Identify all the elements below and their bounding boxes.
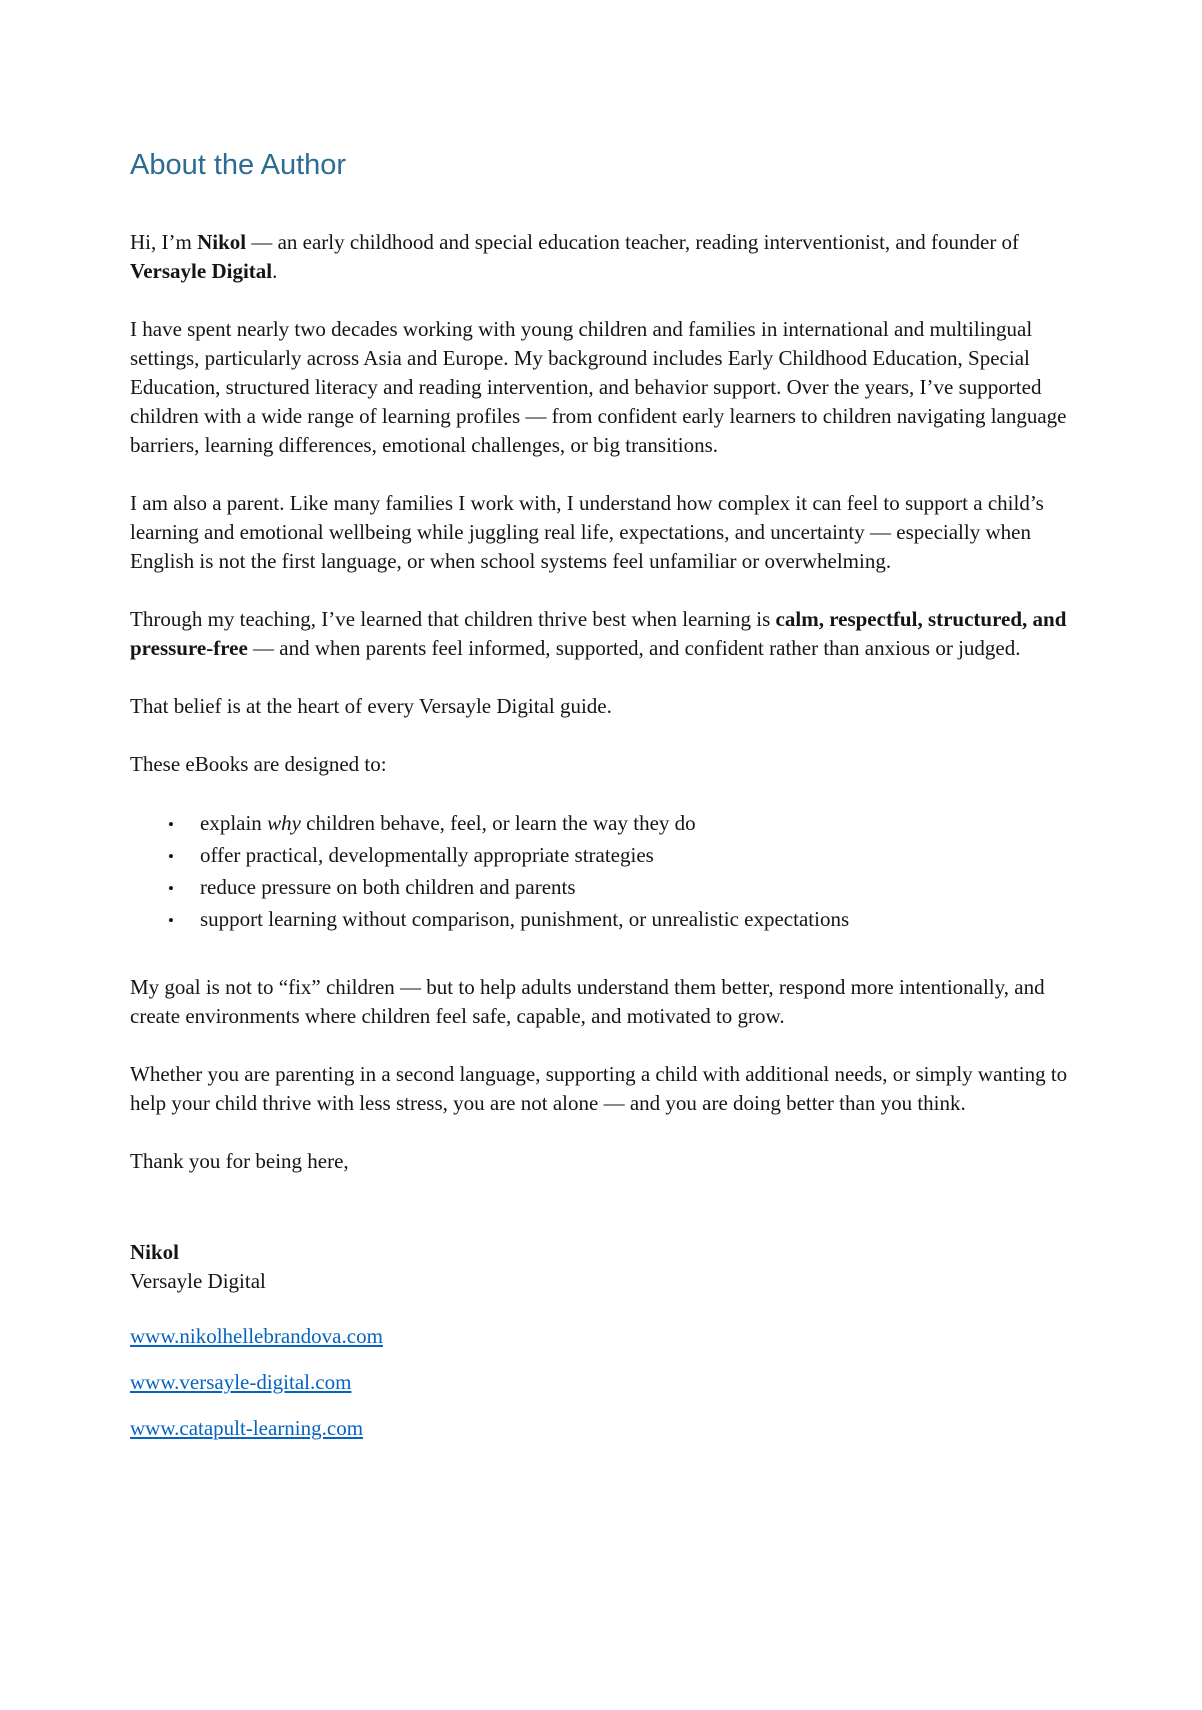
- link-row: [130, 1368, 1072, 1397]
- bullet-icon: •: [168, 879, 174, 898]
- bullet-item-text: [200, 872, 1072, 902]
- text-run: offer practical, developmentally appropriate strategies: [200, 843, 654, 867]
- paragraph: [130, 489, 1072, 576]
- bullet-item: [130, 872, 1072, 904]
- bullet-item: [130, 840, 1072, 872]
- paragraph: [130, 750, 1072, 779]
- bullet-icon: •: [168, 847, 174, 866]
- bold-text-run: calm, respectful, structured, and pressure-free: [130, 607, 1067, 660]
- paragraph: [130, 228, 1072, 286]
- bullet-icon: •: [168, 911, 174, 930]
- text-run: explain: [200, 811, 268, 835]
- text-run: reduce pressure on both children and parents: [200, 875, 576, 899]
- bullet-item-text: [200, 808, 1072, 838]
- paragraph: [130, 605, 1072, 663]
- text-run: children behave, feel, or learn the way they do: [300, 811, 696, 835]
- website-link[interactable]: www.catapult-learning.com: [130, 1416, 364, 1440]
- text-run: support learning without comparison, punishment, or unrealistic expectations: [200, 907, 850, 931]
- bullet-item-text: [200, 840, 1072, 870]
- page-title: About the Author: [130, 149, 347, 181]
- text-run: — an early childhood and special education teacher, reading interventionist, and founder of: [246, 230, 1020, 254]
- paragraph: [130, 315, 1072, 460]
- bold-text-run: Nikol: [197, 230, 247, 254]
- paragraph: [130, 973, 1072, 1031]
- website-link[interactable]: www.nikolhellebrandova.com: [130, 1324, 383, 1348]
- paragraph: [130, 1060, 1072, 1118]
- text-run: Through my teaching, I’ve learned that children thrive best when learning is: [130, 607, 776, 631]
- paragraph: [130, 1147, 1072, 1176]
- bullet-item: [130, 808, 1072, 840]
- text-run: Thank you for being here,: [130, 1149, 349, 1173]
- text-run: These eBooks are designed to:: [130, 752, 387, 776]
- text-run: Hi, I’m: [130, 230, 198, 254]
- text-run: That belief is at the heart of every Versayle Digital guide.: [130, 694, 612, 718]
- links-section: [130, 1322, 1072, 1443]
- link-row: [130, 1414, 1072, 1443]
- website-link[interactable]: www.versayle-digital.com: [130, 1370, 352, 1394]
- text-run: .: [272, 259, 278, 283]
- paragraph: [130, 692, 1072, 721]
- bold-text-run: Versayle Digital: [130, 259, 273, 283]
- text-run: I am also a parent. Like many families I work with, I understand how complex it can feel to support a child’s learning and emotional wellbeing while juggling real life, expectations, and uncertainty — especially when English is not the first language, or when school systems feel unfamiliar or overwhelming.: [130, 491, 1044, 573]
- bullet-item-text: [200, 904, 1072, 934]
- text-run: I have spent nearly two decades working with young children and families in international and multilingual settings, particularly across Asia and Europe. My background includes Early Childhood Education, Special Education, structured literacy and reading intervention, and behavior support. Over the years, I’ve supported children with a wide range of learning profiles — from confident early learners to children navigating language barriers, learning differences, emotional challenges, or big transitions.: [130, 317, 1067, 457]
- signature-company: Versayle Digital: [130, 1269, 266, 1293]
- italic-text-run: why: [267, 811, 301, 835]
- bullet-icon: •: [168, 815, 174, 834]
- signature-name: Nikol: [130, 1240, 180, 1264]
- bullet-list: [130, 808, 1072, 936]
- text-run: — and when parents feel informed, supported, and confident rather than anxious or judged.: [247, 636, 1021, 660]
- text-run: Whether you are parenting in a second language, supporting a child with additional needs, or simply wanting to help your child thrive with less stress, you are not alone — and you are doing better than you think.: [130, 1062, 1068, 1115]
- signature-block: [130, 1238, 1072, 1296]
- link-row: [130, 1322, 1072, 1351]
- text-run: My goal is not to “fix” children — but to help adults understand them better, respond more intentionally, and create environments where children feel safe, capable, and motivated to grow.: [130, 975, 1045, 1028]
- document-body: [130, 228, 1072, 1443]
- bullet-item: [130, 904, 1072, 936]
